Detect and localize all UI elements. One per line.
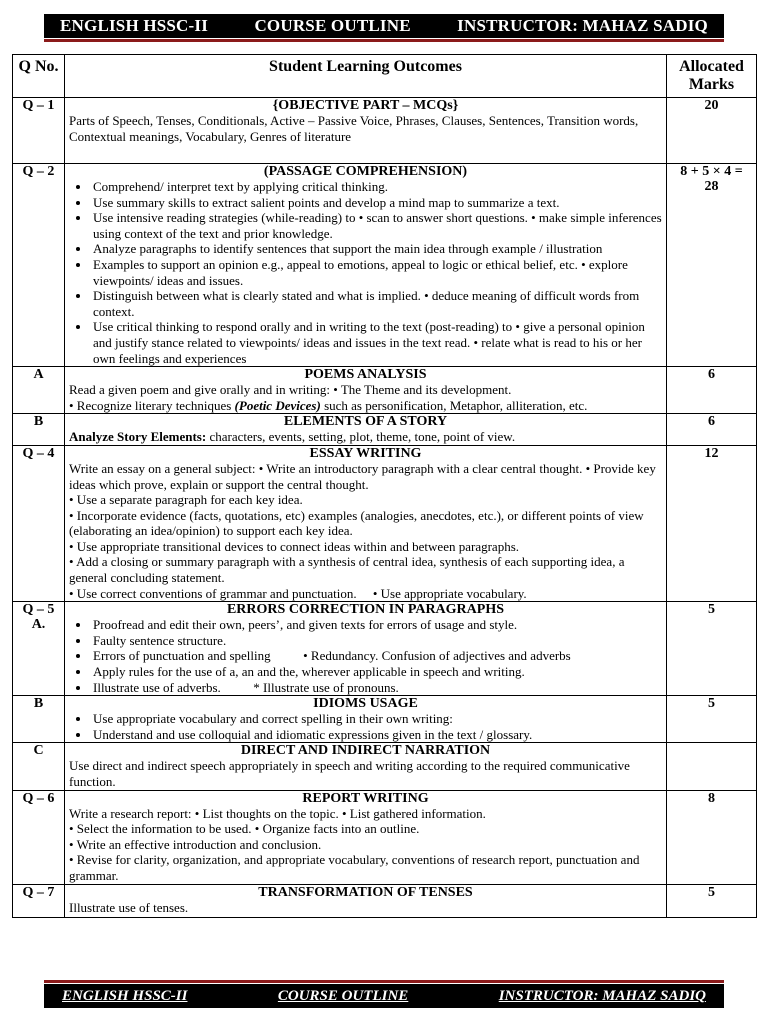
outcome-text bbox=[69, 398, 662, 414]
section-title: TRANSFORMATION OF TENSES bbox=[258, 884, 473, 900]
course-outline-table bbox=[12, 54, 757, 918]
table-row bbox=[13, 743, 757, 790]
outcome-cell bbox=[65, 98, 667, 164]
outcome-cell bbox=[65, 884, 667, 918]
outcome-text: Parts of Speech, Tenses, Conditionals, Active – Passive Voice, Phrases, Clauses, Sentences, Transition words, Contextual meanings, Vocabulary, Genres of literature bbox=[69, 113, 639, 144]
outcome-text: Write an essay on a general subject: • Write an introductory paragraph with a clear central thought. • Provide key ideas which prove, explain or support the central thought. bbox=[69, 460, 656, 492]
table-row bbox=[13, 790, 757, 884]
allocated-marks: 12 bbox=[667, 445, 757, 601]
outcome-cell bbox=[65, 696, 667, 743]
outcome-text: • Write an effective introduction and conclusion. bbox=[69, 836, 322, 852]
list-item: • Illustrate use of adverbs. * Illustrate use of pronouns. bbox=[91, 680, 662, 696]
table-row bbox=[13, 414, 757, 446]
outcome-cell bbox=[65, 367, 667, 414]
table-header-row bbox=[13, 55, 757, 98]
list-item: • Proofread and edit their own, peers’, and given texts for errors of usage and style. bbox=[91, 617, 662, 633]
section-title: REPORT WRITING bbox=[302, 790, 429, 806]
list-item: • Analyze paragraphs to identify sentences that support the main idea through example / illustration bbox=[91, 241, 662, 257]
outcome-text-part: • Recognize literary techniques bbox=[69, 397, 235, 413]
outcome-cell bbox=[65, 164, 667, 367]
outcome-text-part: characters, events, setting, plot, theme, tone, point of view. bbox=[206, 429, 516, 445]
outcome-text: Write a research report: • List thoughts on the topic. • List gathered information. bbox=[69, 805, 486, 821]
section-title: IDIOMS USAGE bbox=[313, 696, 418, 712]
list-item: • Examples to support an opinion e.g., appeal to emotions, appeal to logic or ethical belief, etc. • explore viewpoints/ ideas and issues. bbox=[91, 257, 662, 288]
outcome-text-part: such as personification, Metaphor, alliteration, etc. bbox=[320, 397, 588, 413]
header-title: COURSE OUTLINE bbox=[254, 16, 411, 35]
list-item: • Use critical thinking to respond orally and in writing to the text (post-reading) to • give a personal opinion and justify stance related to viewpoints/ ideas and issues in the text read. • relate what is read to his or her own feelings and experiences bbox=[91, 319, 662, 366]
outcome-text bbox=[69, 429, 662, 445]
table-row bbox=[13, 98, 757, 164]
outcome-text: • Use a separate paragraph for each key idea. bbox=[69, 492, 303, 508]
allocated-marks: 5 bbox=[667, 602, 757, 696]
allocated-marks: 6 bbox=[667, 414, 757, 446]
footer-divider bbox=[44, 980, 724, 983]
outcome-list bbox=[69, 617, 662, 695]
allocated-marks: 6 bbox=[667, 367, 757, 414]
outcome-lead: Analyze Story Elements: bbox=[69, 429, 207, 445]
outcome-cell bbox=[65, 743, 667, 790]
header-divider bbox=[44, 39, 724, 42]
question-number: Q – 7 bbox=[13, 884, 65, 918]
outcome-text: • Use appropriate transitional devices to connect ideas within and between paragraphs. bbox=[69, 538, 520, 554]
footer-title: COURSE OUTLINE bbox=[277, 987, 409, 1004]
question-number: B bbox=[13, 696, 65, 743]
list-item: • Use intensive reading strategies (while-reading) to • scan to answer short questions. • make simple inferences using context of the text and prior knowledge. bbox=[91, 210, 662, 241]
table-row bbox=[13, 884, 757, 918]
column-header-slo: Student Learning Outcomes bbox=[65, 55, 667, 98]
outcome-text: • Add a closing or summary paragraph with a synthesis of central idea, synthesis of each supporting idea, a general concluding statement. bbox=[69, 554, 625, 586]
allocated-marks: 20 bbox=[667, 98, 757, 164]
table-row bbox=[13, 602, 757, 696]
outcome-cell bbox=[65, 790, 667, 884]
question-number: Q – 6 bbox=[13, 790, 65, 884]
footer-band bbox=[44, 984, 724, 1008]
section-title: DIRECT AND INDIRECT NARRATION bbox=[240, 743, 491, 759]
list-item: • Errors of punctuation and spelling • Redundancy. Confusion of adjectives and adverbs bbox=[91, 648, 662, 664]
allocated-marks bbox=[667, 743, 757, 790]
list-item: • Distinguish between what is clearly stated and what is implied. • deduce meaning of difficult words from context. bbox=[91, 288, 662, 319]
list-item: • Understand and use colloquial and idiomatic expressions given in the text / glossary. bbox=[91, 727, 662, 743]
header-band bbox=[44, 14, 724, 38]
section-title: {OBJECTIVE PART – MCQs} bbox=[272, 98, 459, 113]
question-number: Q – 5 A. bbox=[13, 602, 65, 696]
table-row bbox=[13, 696, 757, 743]
section-title: (PASSAGE COMPREHENSION) bbox=[263, 164, 468, 179]
outcome-text: Use direct and indirect speech appropriately in speech and writing according to the required communicative function. bbox=[69, 758, 630, 789]
section-title: POEMS ANALYSIS bbox=[304, 367, 427, 383]
footer-subject: ENGLISH HSSC-II bbox=[62, 987, 188, 1004]
column-header-q-no: Q No. bbox=[13, 55, 65, 98]
list-item: • Use appropriate vocabulary and correct spelling in their own writing: bbox=[91, 711, 662, 727]
section-title: ELEMENTS OF A STORY bbox=[283, 414, 448, 430]
question-number: Q – 4 bbox=[13, 445, 65, 601]
list-item: • Comprehend/ interpret text by applying critical thinking. bbox=[91, 179, 662, 195]
outcome-text: Read a given poem and give orally and in writing: • The Theme and its development. bbox=[69, 382, 512, 398]
header-subject: ENGLISH HSSC-II bbox=[60, 16, 209, 35]
table-row bbox=[13, 367, 757, 414]
outcome-list bbox=[69, 179, 662, 366]
outcome-cell bbox=[65, 414, 667, 446]
section-title: ESSAY WRITING bbox=[309, 445, 422, 461]
question-number: B bbox=[13, 414, 65, 446]
question-number: Q – 1 bbox=[13, 98, 65, 164]
list-item: • Apply rules for the use of a, an and the, wherever applicable in speech and writing. bbox=[91, 664, 662, 680]
outcome-text: • Use correct conventions of grammar and punctuation. • Use appropriate vocabulary. bbox=[69, 585, 527, 601]
table-row bbox=[13, 164, 757, 367]
allocated-marks: 5 bbox=[667, 884, 757, 918]
column-header-marks: Allocated Marks bbox=[667, 55, 757, 98]
outcome-list bbox=[69, 711, 662, 742]
header-instructor: INSTRUCTOR: MAHAZ SADIQ bbox=[457, 16, 708, 35]
allocated-marks: 8 bbox=[667, 790, 757, 884]
outcome-cell bbox=[65, 602, 667, 696]
list-item: • Use summary skills to extract salient points and develop a mind map to summarize a text. bbox=[91, 195, 662, 211]
outcome-cell bbox=[65, 445, 667, 601]
table-row bbox=[13, 445, 757, 601]
question-number: C bbox=[13, 743, 65, 790]
question-number: Q – 2 bbox=[13, 164, 65, 367]
allocated-marks: 5 bbox=[667, 696, 757, 743]
outcome-text: • Incorporate evidence (facts, quotations, etc) examples (analogies, anecdotes, etc.), or different points of view (elaborating an idea/opinion) to support each key idea. bbox=[69, 507, 644, 539]
allocated-marks: 8 + 5 × 4 = 28 bbox=[667, 164, 757, 367]
section-title: ERRORS CORRECTION IN PARAGRAPHS bbox=[226, 602, 505, 618]
list-item: • Faulty sentence structure. bbox=[91, 633, 662, 649]
footer-instructor: INSTRUCTOR: MAHAZ SADIQ bbox=[498, 987, 706, 1004]
outcome-text: • Revise for clarity, organization, and appropriate vocabulary, conventions of research report, punctuation and grammar. bbox=[69, 852, 640, 883]
question-number: A bbox=[13, 367, 65, 414]
outcome-text: Illustrate use of tenses. bbox=[69, 899, 189, 915]
outcome-text: • Select the information to be used. • Organize facts into an outline. bbox=[69, 821, 420, 837]
poetic-devices-emphasis: (Poetic Devices) bbox=[234, 397, 321, 413]
